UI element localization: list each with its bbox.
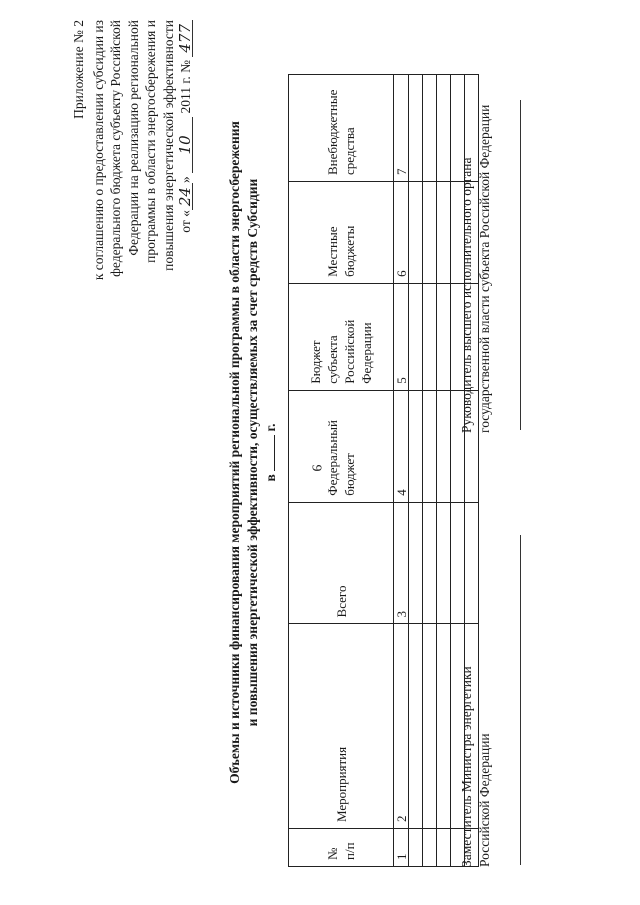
column-number: 3	[394, 502, 409, 624]
funding-table	[288, 74, 479, 867]
appendix-line: повышения энергетической эффективности	[160, 20, 176, 271]
table-row	[423, 75, 437, 867]
column-number: 5	[394, 283, 409, 390]
appendix-line: к соглашению о предоставлении субсидии из	[90, 20, 106, 281]
appendix-line: программы в области энергосбережения и	[143, 20, 158, 263]
table-row	[409, 75, 423, 867]
column-number: 4	[394, 390, 409, 502]
signature-title: Руководитель высшего исполнительного органа	[459, 157, 474, 433]
date-year: 2011 г. №	[178, 60, 193, 114]
column-number: 7	[394, 75, 409, 182]
header-cell: Всего	[289, 502, 394, 624]
header-cell: Мероприятия	[289, 624, 394, 829]
header-cell: № п/п	[289, 829, 394, 867]
appendix-block	[70, 20, 195, 325]
column-number: 2	[394, 624, 409, 829]
heading-line: Объемы и источники финансирования мероприятий региональной программы в области энергосбережения	[227, 121, 242, 784]
signature-line-left	[520, 535, 521, 865]
heading-period-suffix: г.	[263, 423, 278, 432]
signature-title: Заместитель Министра энергетики	[459, 666, 474, 867]
signature-left	[458, 507, 493, 867]
column-number: 1	[394, 829, 409, 867]
page-number: 9	[308, 464, 324, 472]
header-cell: Федеральный бюджет	[289, 390, 394, 502]
handwritten-month: 10	[178, 117, 193, 173]
handwritten-number: 477	[178, 20, 193, 57]
heading-line: и повышения энергетической эффективности, осуществляемых за счет средств Субсидии	[245, 178, 260, 727]
period-blank	[262, 435, 275, 471]
column-number: 6	[394, 182, 409, 284]
header-cell: Внебюджетные средства	[289, 75, 394, 182]
signature-title: государственной власти субъекта Российской Федерации	[476, 104, 492, 433]
table-header-row	[289, 75, 394, 867]
document-heading	[226, 30, 280, 875]
date-mid: »	[178, 176, 193, 184]
appendix-line: Федерации на реализацию региональной	[125, 20, 141, 256]
signature-title: Российской Федерации	[476, 733, 492, 867]
header-cell: Бюджет субъекта Российской Федерации	[289, 283, 394, 390]
heading-period-prefix: в	[263, 474, 278, 482]
table-row	[437, 75, 451, 867]
appendix-title: Приложение № 2	[71, 20, 86, 119]
handwritten-day: 24	[178, 183, 193, 210]
signature-right	[458, 13, 493, 433]
appendix-line: федерального бюджета субъекту Российской	[108, 20, 123, 277]
column-number-row	[394, 75, 409, 867]
signature-line-right	[520, 100, 521, 430]
header-cell: Местные бюджеты	[289, 182, 394, 284]
date-prefix: от «	[178, 210, 193, 233]
